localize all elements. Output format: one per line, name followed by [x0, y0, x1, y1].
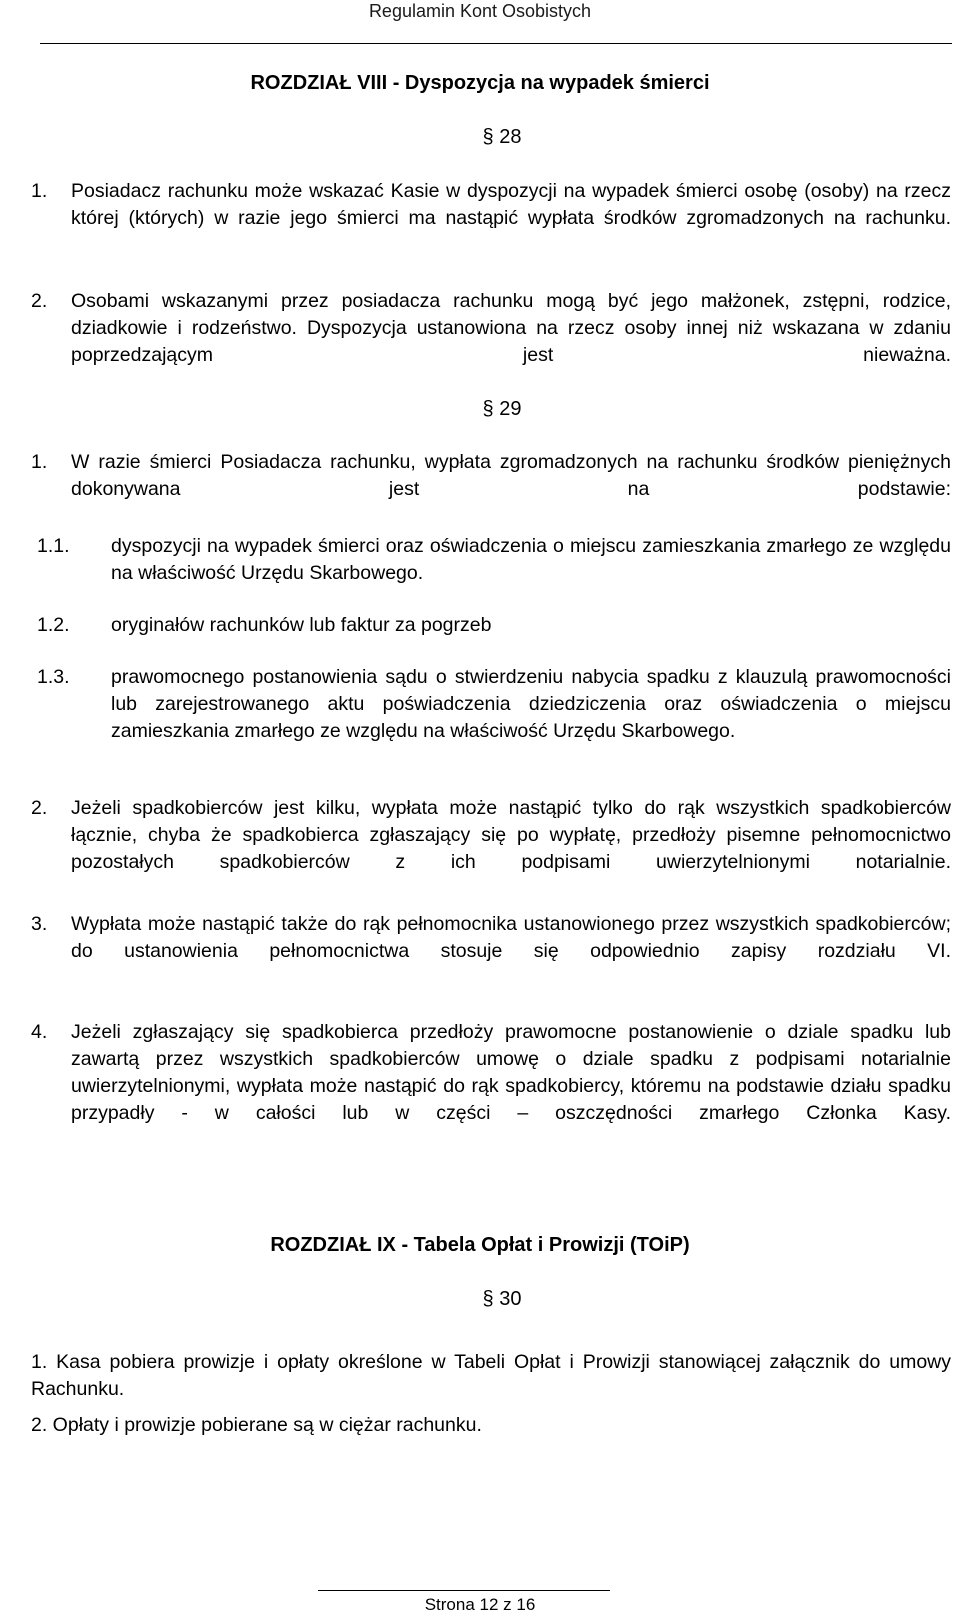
sec28-paragraph-2: [31, 288, 951, 396]
sec29-item-1-2: [31, 612, 951, 639]
page-number: Strona 12 z 16: [424, 1595, 536, 1614]
footer-divider: [318, 1590, 610, 1591]
sec29-paragraph-2: [31, 795, 951, 903]
chapter-9-title: ROZDZIAŁ IX - Tabela Opłat i Prowizji (TOiP): [270, 1234, 690, 1256]
header-title: Regulamin Kont Osobistych: [368, 1, 592, 21]
item-number: 1.2.: [37, 614, 70, 636]
sec29-item-1-1: [31, 533, 951, 587]
paragraph-text: Wypłata może nastąpić także do rąk pełnomocnika ustanowionego przez wszystkich spadkobierców; do ustanowienia pełnomocnictwa stosuje się odpowiednio zapisy rozdziału VI.: [71, 913, 951, 962]
paragraph-text: 1. Kasa pobiera prowizje i opłaty określone w Tabeli Opłat i Prowizji stanowiącej załącznik do umowy Rachunku.: [31, 1351, 951, 1400]
item-text: oryginałów rachunków lub faktur za pogrzeb: [111, 614, 492, 636]
sec29-paragraph-4: [31, 1019, 951, 1154]
paragraph-number: 2.: [31, 797, 48, 819]
sec29-item-1-3: [31, 664, 951, 745]
item-number: 1.3.: [37, 666, 70, 688]
item-text: dyspozycji na wypadek śmierci oraz oświadczenia o miejscu zamieszkania zmarłego ze względu na właściwość Urzędu Skarbowego.: [111, 535, 951, 584]
section-28-label: § 28: [482, 126, 522, 148]
sec30-paragraph-2: [31, 1412, 951, 1439]
paragraph-number: 2.: [31, 290, 48, 312]
paragraph-number: 1.: [31, 180, 48, 202]
paragraph-text: 2. Opłaty i prowizje pobierane są w ciężar rachunku.: [31, 1414, 482, 1436]
paragraph-text: Osobami wskazanymi przez posiadacza rachunku mogą być jego małżonek, zstępni, rodzice, dziadkowie i rodzeństwo. Dyspozycja ustanowiona na rzecz osoby innej niż wskazana w zdaniu poprzedzającym jest nieważna.: [71, 290, 951, 366]
document-header: [0, 0, 960, 30]
sec29-paragraph-3: [31, 911, 951, 992]
sec29-paragraph-1: [31, 449, 951, 530]
chapter-8-title: ROZDZIAŁ VIII - Dyspozycja na wypadek śmierci: [250, 72, 710, 94]
paragraph-text: Jeżeli spadkobierców jest kilku, wypłata może nastąpić tylko do rąk wszystkich spadkobierców łącznie, chyba że spadkobierca zgłaszający się po wypłatę, przedłoży pisemne pełnomocnictwo pozostałych spadkobierców z ich podpisami uwierzytelnionymi notarialnie.: [71, 797, 951, 873]
paragraph-text: Posiadacz rachunku może wskazać Kasie w dyspozycji na wypadek śmierci osobę (osoby) na rzecz której (których) w razie jego śmierci ma nastąpić wypłata środków zgromadzonych na rachunku.: [71, 180, 951, 229]
section-29-label: § 29: [482, 398, 522, 420]
paragraph-text: Jeżeli zgłaszający się spadkobierca przedłoży prawomocne postanowienie o dziale spadku lub zawartą przez wszystkich spadkobierców umowę o dziale spadku z podpisami notarialnie uwierzytelnionymi, wypłata może nastąpić do rąk spadkobiercy, któremu na podstawie działu spadku przypadły - w całości lub w części – oszczędności zmarłego Członka Kasy.: [71, 1021, 951, 1124]
sec28-paragraph-1: [31, 178, 951, 259]
section-30-label: § 30: [482, 1288, 522, 1310]
header-divider: [40, 43, 952, 44]
paragraph-text: W razie śmierci Posiadacza rachunku, wypłata zgromadzonych na rachunku środków pieniężnych dokonywana jest na podstawie:: [71, 451, 951, 500]
item-text: prawomocnego postanowienia sądu o stwierdzeniu nabycia spadku z klauzulą prawomocności lub zarejestrowanego aktu poświadczenia dziedziczenia oraz oświadczenia o miejscu zamieszkania zmarłego ze względu na właściwość Urzędu Skarbowego.: [111, 666, 951, 742]
paragraph-number: 3.: [31, 913, 48, 935]
paragraph-number: 4.: [31, 1021, 48, 1043]
item-number: 1.1.: [37, 535, 70, 557]
paragraph-number: 1.: [31, 451, 48, 473]
